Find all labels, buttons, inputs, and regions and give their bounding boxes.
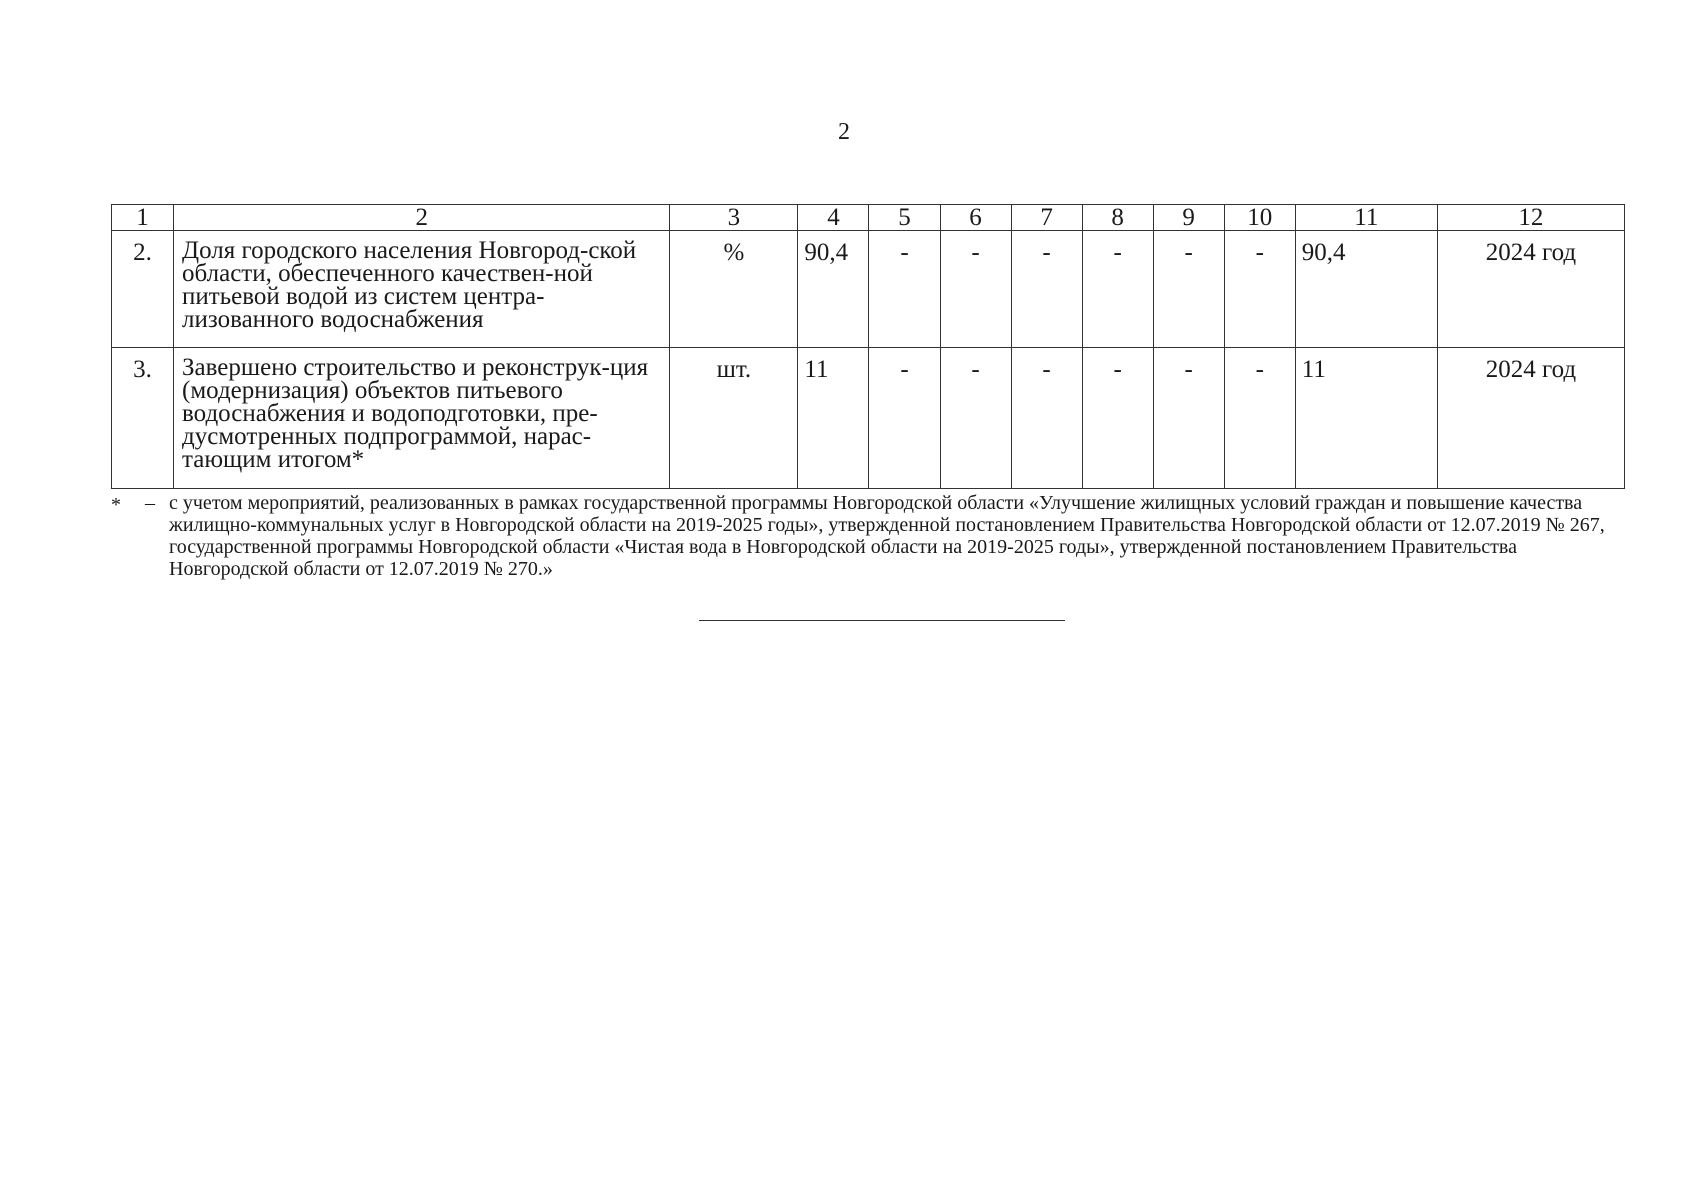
header-cell: 10 [1224,205,1295,231]
value-cell: - [1153,231,1224,348]
indicators-table [111,204,1625,489]
footnote-mark: * [111,494,121,516]
value-cell: 11 [1295,348,1437,489]
value-cell: 90,4 [1295,231,1437,348]
header-cell: 2 [174,205,670,231]
header-cell: 3 [670,205,798,231]
header-cell: 6 [940,205,1011,231]
indicator-name: Доля городского населения Новгород-ской области, обеспеченного качествен-ной питьевой водой из систем центра-лизованного водоснабжения [174,231,670,348]
table-row [112,348,1625,489]
year-cell: 2024 год [1437,348,1624,489]
header-cell: 1 [112,205,174,231]
header-cell: 4 [798,205,869,231]
year-cell: 2024 год [1437,231,1624,348]
header-cell: 7 [1011,205,1082,231]
value-cell: - [1011,231,1082,348]
page-number: 2 [838,119,850,145]
header-cell: 12 [1437,205,1624,231]
unit-cell: шт. [670,348,798,489]
value-cell: - [940,231,1011,348]
value-cell: - [1082,231,1153,348]
value-cell: - [869,348,940,489]
end-divider [699,620,1065,621]
indicator-name: Завершено строительство и реконструк-ция (модернизация) объектов питьевого водоснабжения и водоподготовки, пре-дусмотренных подпрограммой, нарас-тающим итогом* [174,348,670,489]
unit-cell: % [670,231,798,348]
table-header-row [112,205,1625,231]
row-number: 3. [112,348,174,489]
value-cell: - [1153,348,1224,489]
value-cell: 11 [798,348,869,489]
header-cell: 9 [1153,205,1224,231]
value-cell: - [1224,231,1295,348]
header-cell: 8 [1082,205,1153,231]
value-cell: - [1011,348,1082,489]
row-number: 2. [112,231,174,348]
footnote-text: с учетом мероприятий, реализованных в рамках государственной программы Новгородской области «Улучшение жилищных условий граждан и повышение качества жилищно-коммунальных услуг в Новгородской области на 2019-2025 годы», утвержденной постановлением Правительства Новгородской области от 12.07.2019 № 267, государственной программы Новгородской области «Чистая вода в Новгородской области на 2019-2025 годы», утвержденной постановлением Правительства Новгородской области от 12.07.2019 № 270.» [169,492,1605,580]
header-cell: 11 [1295,205,1437,231]
value-cell: - [1082,348,1153,489]
header-cell: 5 [869,205,940,231]
footnote-dash: – [145,492,155,514]
value-cell: 90,4 [798,231,869,348]
table-row [112,231,1625,348]
value-cell: - [1224,348,1295,489]
value-cell: - [869,231,940,348]
footnote [111,492,1611,580]
value-cell: - [940,348,1011,489]
